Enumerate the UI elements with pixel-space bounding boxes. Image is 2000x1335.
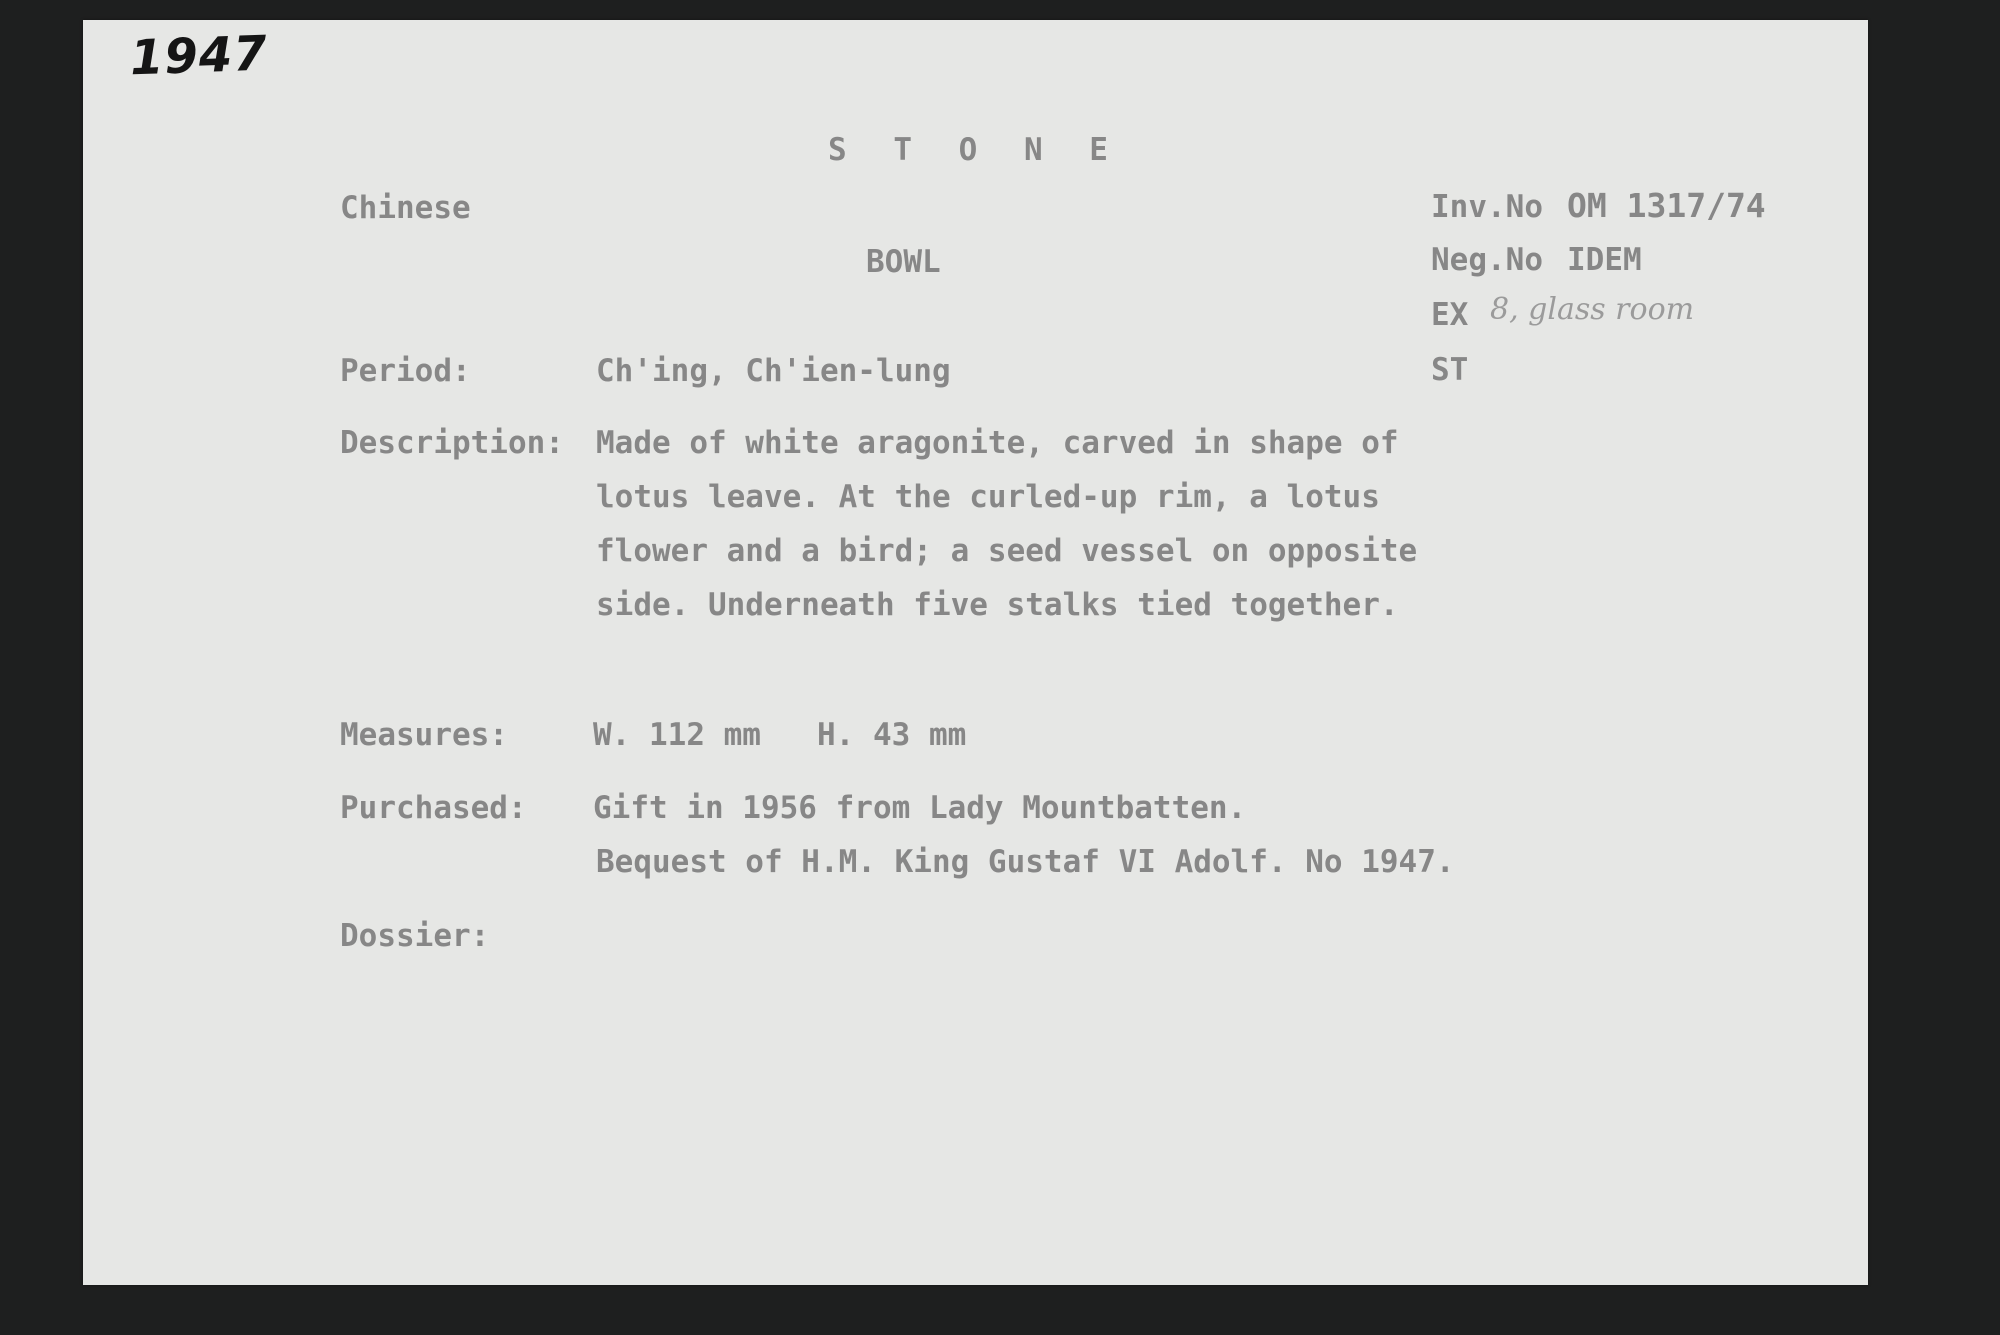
measures-label: Measures: [340, 717, 508, 753]
description-line: lotus leave. At the curled-up rim, a lotus [596, 479, 1380, 515]
inv-no-label: Inv.No [1431, 189, 1543, 225]
object-name: BOWL [866, 244, 941, 280]
st-label: ST [1431, 352, 1469, 388]
purchased-line: Gift in 1956 from Lady Mountbatten. [593, 790, 1247, 826]
description-line: flower and a bird; a seed vessel on opposite [596, 533, 1418, 569]
neg-no-label: Neg.No [1431, 242, 1543, 278]
inv-no-value: OM 1317/74 [1567, 186, 1766, 225]
description-line: side. Underneath five stalks tied together. [596, 587, 1399, 623]
dossier-label: Dossier: [340, 918, 490, 954]
purchased-line: Bequest of H.M. King Gustaf VI Adolf. No 1947. [596, 844, 1455, 880]
purchased-label: Purchased: [340, 790, 527, 826]
measures-value: W. 112 mm H. 43 mm [593, 717, 967, 753]
neg-no-value: IDEM [1567, 242, 1642, 278]
origin: Chinese [340, 190, 471, 226]
card-heading: S T O N E [828, 132, 1122, 168]
period-value: Ch'ing, Ch'ien-lung [596, 353, 951, 389]
period-label: Period: [340, 353, 471, 389]
description-label: Description: [340, 425, 564, 461]
description-line: Made of white aragonite, carved in shape of [596, 425, 1399, 461]
handwritten-number: 1947 [129, 25, 269, 87]
ex-location: 8, glass room [1490, 292, 1695, 327]
ex-label: EX [1431, 297, 1469, 333]
